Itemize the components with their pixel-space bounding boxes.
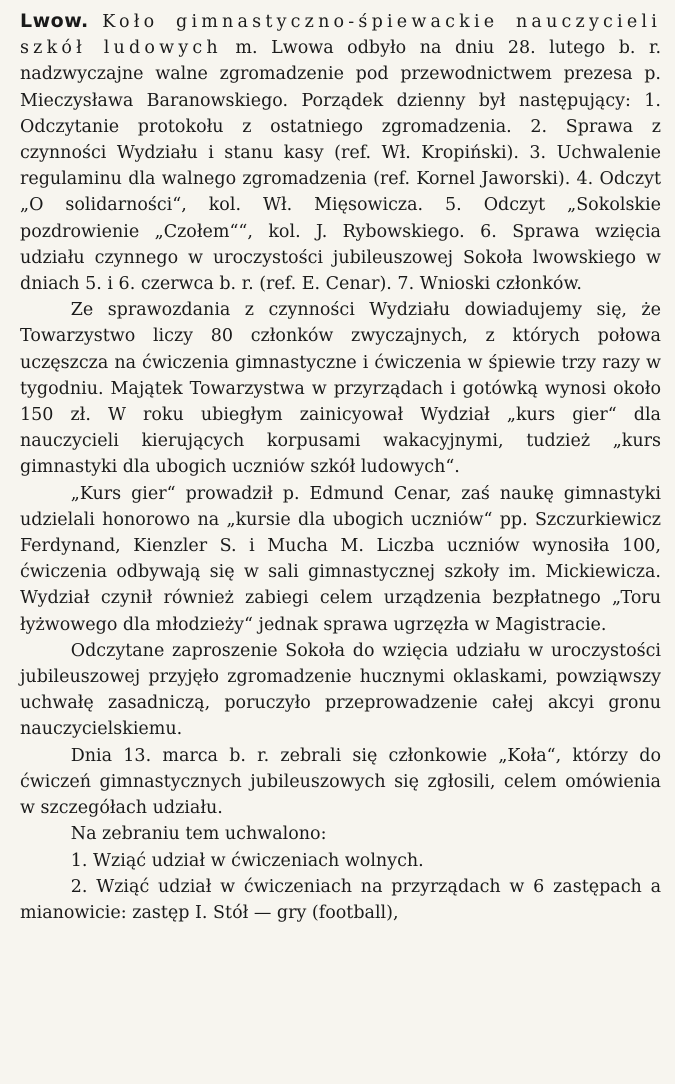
paragraph-report: Ze sprawozdania z czynności Wydziału dowiadujemy się, że Towarzystwo liczy 80 członków zwyczajnych, z których połowa uczęszcza na ćwiczenia gimnastyczne i ćwiczenia w śpiewie trzy razy w tygodniu. Majątek Towarzystwa w przyrządach i gotówką wynosi około 150 zł. W roku ubiegłym zainicyował Wydział „kurs gier“ dla nauczycieli kierujących korpusami wakacyjnymi, tudzież „kurs gimnastyki dla ubogich uczniów szkół ludowych“. bbox=[20, 300, 661, 478]
resolution-item-2: 2. Wziąć udział w ćwiczeniach na przyrządach w 6 zastępach a mianowicie: zastęp I. Stół — gry (football), bbox=[20, 876, 661, 923]
paragraph-courses: „Kurs gier“ prowadził p. Edmund Cenar, zaś naukę gimnastyki udzielali honorowo na „kursie dla ubogich uczniów“ pp. Szczurkiewicz Ferdynand, Kienzler S. i Mucha M. Liczba uczniów wynosiła 100, ćwiczenia odbywają się w sali gimnastycznej szkoły im. Mickiewicza. Wydział czynił również zabiegi celem urządzenia bezpłatnego „Toru łyżwowego dla młodzieży“ jednak sprawa ugrzęzła w Magistracie. bbox=[20, 483, 661, 635]
article-intro-text: m. Lwowa odbyło na dniu 28. lutego b. r. nadzwyczajne walne zgromadzenie pod przewodnictwem prezesa p. Mieczysława Baranowskiego. Porządek dzienny był następujący: 1. Odczytanie protokołu z ostatniego zgromadzenia. 2. Sprawa z czynności Wydziału i stanu kasy (ref. Wł. Kropiński). 3. Uchwalenie regulaminu dla walnego zgromadzenia (ref. Kornel Jaworski). 4. Odczyt „O solidarności“, kol. Wł. Mięsowicza. 5. Odczyt „Sokolskie pozdrowienie „Czołem““, kol. J. Rybowskiego. 6. Sprawa wzięcia udziału czynnego w uroczystości jubileuszowej Sokoła lwowskiego w dniach 5. i 6. czerwca b. r. (ref. E. Cenar). 7. Wnioski członków. bbox=[20, 38, 662, 295]
paragraph-meeting: Dnia 13. marca b. r. zebrali się członkowie „Koła“, którzy do ćwiczeń gimnastycznych jubileuszowych się zgłosili, celem omówienia w szczegółach udziału. bbox=[20, 745, 661, 819]
paragraph-invitation: Odczytane zaproszenie Sokoła do wzięcia udziału w uroczystości jubileuszowej przyjęło zgromadzenie hucznymi oklaskami, powziąwszy uchwałę zasadniczą, poruczyło przeprowadzenie całej akcyi gronu nauczycielskiemu. bbox=[20, 640, 661, 740]
paragraph-resolutions-intro: Na zebraniu tem uchwalono: bbox=[70, 824, 327, 845]
article-intro-spaced-text: Koło gimnastyczno-śpiewackie nauczycieli szkół ludowych bbox=[20, 12, 661, 59]
article-lead-word: Lwow. bbox=[20, 10, 89, 32]
resolution-item-1: 1. Wziąć udział w ćwiczeniach wolnych. bbox=[70, 850, 424, 871]
article-intro-paragraph bbox=[20, 8, 661, 297]
